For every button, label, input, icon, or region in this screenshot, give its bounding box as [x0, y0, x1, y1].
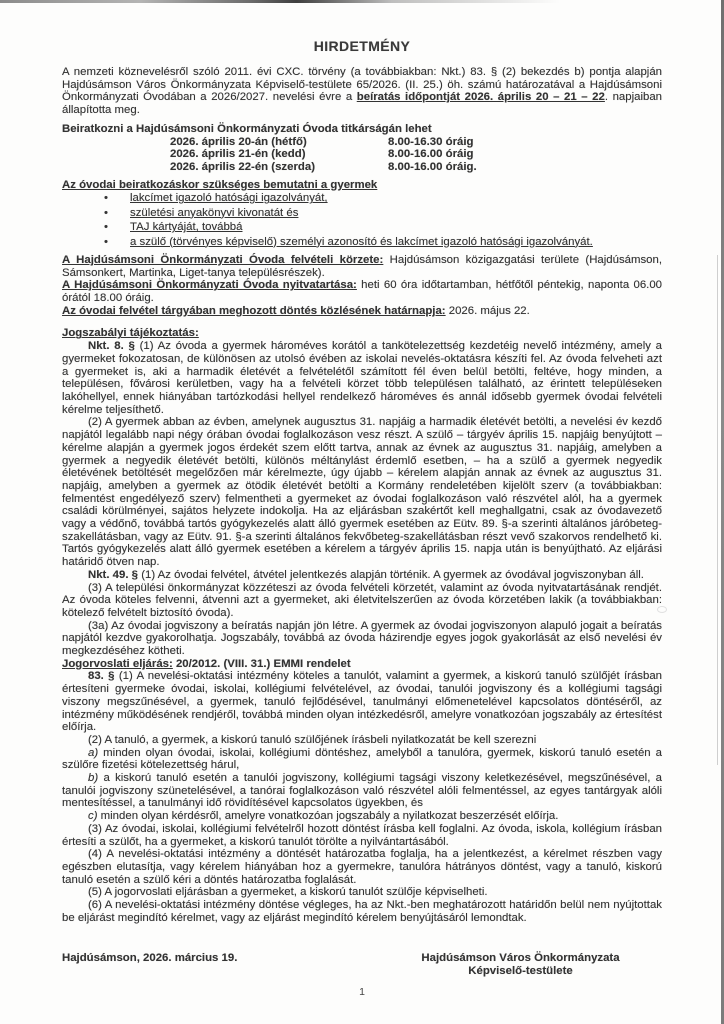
list-item	[62, 191, 662, 205]
remedy-paragraph-83-1	[62, 670, 662, 734]
paragraph-text: (3) A települési önkormányzat közzéteszi az óvoda felvételi körzetét, valamint az óvoda nyitvatartásának rendjét. Az óvoda köteles felvenni, átvenni azt a gyermeket, aki életvitelszerűen az óvoda körzetében lakik (a továbbiakban: kötelező felvételt biztosító óvoda).	[62, 581, 662, 619]
paragraph-text: minden olyan kérdésről, amelyre vonatkozóan jogszabály a nyilatkozat beszerzését előírja.	[97, 810, 559, 823]
bullet-icon: •	[104, 235, 108, 248]
info-label: A Hajdúsámsoni Önkormányzati Óvoda nyitvatartása:	[62, 279, 357, 292]
legal-paragraph-nkt49	[62, 569, 662, 582]
paragraph-text: (6) A nevelési-oktatási intézmény döntése végleges, ha az Nkt.-ben meghatározott határidőn belül nem nyújtottak be eljárást megindító kérelmet, vagy az eljárást megindító kérelem benyújtásáról lemondtak.	[62, 899, 662, 924]
info-label: Az óvodai felvétel tárgyában meghozott döntés közlésének határnapja:	[62, 304, 446, 317]
info-text: 2026. május 22.	[445, 304, 530, 317]
legal-paragraph-nkt8	[62, 340, 662, 416]
schedule-time: 8.00-16.00 óráig.	[388, 160, 477, 173]
intro-enrollment-dates: beíratás időpontját 2026. április 20 – 21 – 22	[356, 91, 605, 104]
info-text: heti 60 óra időtartamban, hétfőtől péntekig, naponta 06.00 órától 18.00 óráig.	[62, 279, 662, 305]
info-line-opening-hours	[62, 279, 662, 304]
list-item-text: lakcímet igazoló hatósági igazolványát,	[130, 192, 328, 205]
list-item	[62, 206, 662, 220]
paragraph-text: a kiskorú tanuló esetén a tanulói jogviszony, kollégiumi tagsági viszony keletkezésével, megszűnésével, a tanulói jogviszony szünetelésével, a tanórai foglalkozáson való részvétel alóli felmentéssel, az egyes tantárgyak alóli mentesítéssel, a tanulmányi idő rövidítésével kapcsolatos ügyekben, és	[62, 772, 662, 810]
list-item	[62, 220, 662, 234]
page-number: 1	[359, 986, 365, 998]
schedule-time: 8.00-16.30 óráig	[388, 135, 474, 148]
intro-paragraph	[62, 66, 662, 117]
paragraph-text: (2) A tanuló, a gyermek, a kiskorú tanuló szülőjének írásbeli nyilatkozatát be kell szerezni	[88, 733, 537, 746]
footer-date-place: Hajdúsámson, 2026. március 19.	[62, 952, 238, 964]
remedy-heading-rest: 20/2012. (VIII. 31.) EMMI rendelet	[172, 657, 351, 670]
signature-block	[413, 952, 628, 978]
bullet-icon: •	[104, 206, 108, 219]
document-body	[62, 38, 662, 925]
legal-section-heading: Jogszabályi tájékoztatás:	[62, 327, 199, 340]
schedule-row	[62, 148, 662, 161]
remedy-paragraph-b	[62, 772, 662, 810]
info-text: Hajdúsámson közigazgatási területe (Hajdúsámson, Sámsonkert, Martinka, Liget-tanya településrészek).	[62, 253, 662, 279]
info-line-decision-deadline	[62, 305, 662, 318]
paragraph-text: (3) Az óvodai, iskolai, kollégiumi felvételről hozott döntést írásba kell foglalni. Az óvoda, iskola, kollégium írásban értesíti a szülőt, ha a gyermeket, a kiskorú tanulót törölte a nyilvántartásából.	[62, 822, 662, 848]
list-letter: a)	[88, 746, 99, 759]
signature-issuer: Hajdúsámson Város Önkormányzata	[421, 952, 620, 964]
paragraph-text: (2) A gyermek abban az évben, amelynek augusztus 31. napjáig a harmadik életévét betölti, a nevelési év kezdő napjától legalább napi négy órában óvodai foglalkozáson vesz részt. A szülő – tárgyév április 15. napjáig benyújtott – kérelme alapján a gyermek jogos érdekét szem előtt tartva, annak az évnek az augusztus 31. napjáig, amelyben a gyermek a negyedik életévét betölti, különös méltánylást érdemlő esetben, – ha a szülő a gyermek negyedik életévének betöltését megelőzően már kérelmezte, úgy újabb – kérelem alapján annak az évnek az augusztus 31. napjáig, amelyben a gyermek az ötödik életévét betölti a Kormány rendeletében kijelölt szerv (a továbbiakban: felmentést engedélyező szerv) felmentheti a gyermeket az óvodai foglalkozáson való részvétel alól, ha a gyermek családi körülményei, sajátos helyzete indokolja. Ha az eljárásban szakértőt kell meghallgatni, csak az óvodavezető vagy a védőnő, továbbá tartós gyógykezelés alatt álló gyermek esetében az Eütv. 89. §-a szerinti általános járóbeteg-szakellátásban, vagy az Eütv. 91. §-a szerinti általános fekvőbeteg-szakellátásban részt vevő szakorvos rendelhető ki. Tartós gyógykezelés alatt álló gyermek esetében a kérelem a tárgyév április 15. napja után is benyújtható. Az eljárási határidő ötven nap.	[62, 416, 662, 569]
paragraph-text: minden olyan óvodai, iskolai, kollégiumi döntéshez, amelyből a tanulóra, gyermek, kiskorú tanuló esetén a szülőre fizetési kötelezettség hárul,	[62, 746, 662, 772]
paragraph-text: (4) A nevelési-oktatási intézmény a döntését határozatba foglalja, ha a jelentkezést, a kérelmet részben vagy egészben elutasítja, vagy kérelem hiányában hoz a gyermekre, tanulóra hátrányos döntést, vagy a tanuló, kiskorú tanuló esetén a szülő kéri a döntés határozatba foglalását.	[62, 848, 662, 886]
document-title: HIRDETMÉNY	[313, 38, 411, 54]
schedule-time: 8.00-16.00 óráig	[388, 148, 474, 161]
section-ref: Nkt. 49. §	[88, 568, 139, 581]
remedy-paragraph-3	[62, 823, 662, 848]
info-line-district	[62, 254, 662, 279]
paragraph-text: (1) A nevelési-oktatási intézmény köteles a tanulót, valamint a gyermek, a kiskorú tanuló szülőjét írásban értesíteni gyermeke óvodai, iskolai, kollégiumi felvételével, az óvodai, tanulói jogviszony és a kollégiumi tagsági viszony megszűnésével, a gyermek, tanuló fejlődésével, tanulmányi előmenetelével kapcsolatos döntéséről, az intézmény működésének rendjéről, továbbá minden olyan intézkedésről, amelyre vonatkozóan jogszabály az értesítést előírja.	[62, 670, 662, 734]
schedule-row	[62, 136, 662, 149]
schedule-date: 2026. április 21-én (kedd)	[170, 148, 306, 161]
paragraph-text: (3a) Az óvodai jogviszony a beíratás napján jön létre. A gyermek az óvodai jogviszonyon alapuló jogait a beíratás napjától kezdve gyakorolhatja. Jogszabály, továbbá az óvoda házirendje egyes jogok gyakorlását az első nevelési év megkezdéséhez kötheti.	[62, 619, 662, 658]
paragraph-text: (5) A jogorvoslati eljárásban a gyermeket, a kiskorú tanulót szülője képviselheti.	[88, 886, 488, 899]
scan-artifact-top-edge	[0, 0, 560, 3]
legal-paragraph-2	[62, 416, 662, 568]
list-letter: b)	[88, 772, 99, 785]
bullet-icon: •	[104, 221, 108, 234]
list-letter: c)	[88, 810, 98, 823]
remedy-paragraph-2	[62, 734, 662, 747]
enrollment-heading: Beiratkozni a Hajdúsámsoni Önkormányzati Óvoda titkárságán lehet	[62, 122, 432, 135]
list-item	[62, 235, 662, 249]
section-ref: 83. §	[88, 670, 115, 683]
section-ref: Nkt. 8. §	[88, 340, 135, 353]
remedy-paragraph-a	[62, 747, 662, 772]
required-documents-heading: Az óvodai beiratkozáskor szükséges bemutatni a gyermek	[62, 178, 378, 191]
remedy-paragraph-c	[62, 810, 662, 823]
scan-artifact-right-line	[717, 255, 718, 765]
intro-text-after: . napjaiban állapította meg.	[62, 91, 662, 117]
list-item-text: TAJ kártyáját, továbbá	[130, 221, 243, 234]
remedy-heading-label: Jogorvoslati eljárás:	[62, 657, 173, 670]
schedule-date: 2026. április 20-án (hétfő)	[170, 135, 307, 148]
list-item-text: a szülő (törvényes képviselő) személyi azonosító és lakcímet igazoló hatósági igazolványát.	[130, 235, 593, 248]
remedy-paragraph-5	[62, 886, 662, 899]
info-block	[62, 254, 662, 318]
schedule-date: 2026. április 22-én (szerda)	[170, 160, 315, 173]
schedule-row	[62, 161, 662, 174]
paragraph-text: (1) Az óvodai felvétel, átvétel jelentkezés alapján történik. A gyermek az óvodával jogviszonyban áll.	[138, 568, 644, 581]
document-footer	[62, 952, 662, 978]
legal-paragraph-3a	[62, 620, 662, 658]
list-item-text: születési anyakönyvi kivonatát és	[130, 206, 299, 219]
signature-body: Képviselő-testülete	[468, 965, 573, 977]
intro-text: A nemzeti köznevelésről szóló 2011. évi CXC. törvény (a továbbiakban: Nkt.) 83. § (2) bekezdés b) pontja alapján Hajdúsámson Város Önkormányzata Képviselő-testülete 65/2026. (II. 25.) öh. számú határozatával a Hajdúsámsoni Önkormányzati Óvodában a 2026/2027. nevelési évre a	[62, 66, 662, 104]
info-label: A Hajdúsámsoni Önkormányzati Óvoda felvételi körzete:	[62, 253, 384, 266]
remedy-paragraph-4	[62, 848, 662, 886]
remedy-section-heading	[62, 658, 662, 671]
paragraph-text: (1) Az óvoda a gyermek hároméves korától a tankötelezettség kezdetéig nevelő intézmény, amely a gyermeket fokozatosan, de különösen az utolsó évében az iskolai nevelés-oktatásra készíti fel. Az óvoda felveheti azt a gyermeket is, aki a harmadik életévét a felvételétől számított fél éven belül betölti, feltéve, hogy minden, a településen, fővárosi kerületben, vagy ha a felvételi körzet több településen található, az érintett településeken lakóhellyel, ennek hiányában tartózkodási hellyel rendelkező hároméves és annál idősebb gyermek óvodai felvételi kérelme teljesíthető.	[62, 340, 662, 416]
bullet-icon: •	[104, 192, 108, 205]
legal-paragraph-3	[62, 582, 662, 620]
remedy-paragraph-6	[62, 899, 662, 924]
